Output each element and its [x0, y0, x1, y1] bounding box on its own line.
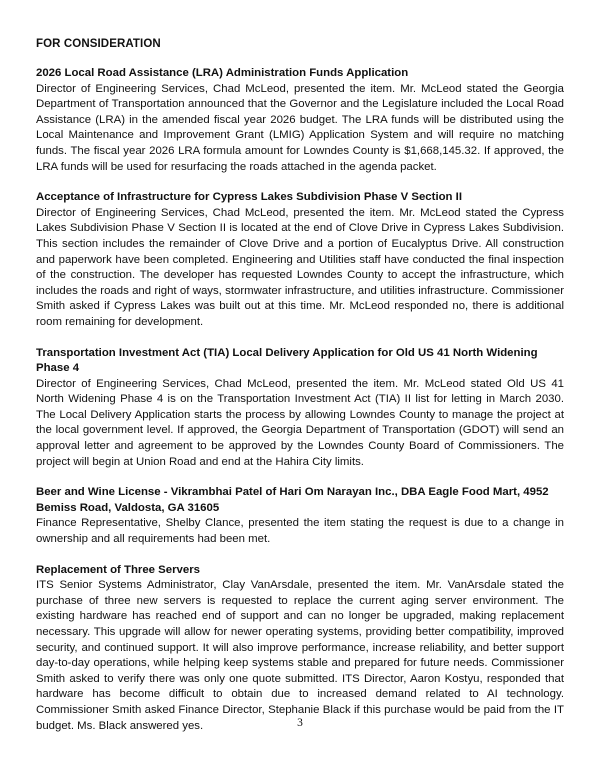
item-title: 2026 Local Road Assistance (LRA) Administration Funds Application: [36, 67, 409, 79]
agenda-item-lra-funds: [36, 66, 564, 175]
agenda-item-tia-application: [36, 346, 564, 471]
agenda-item-cypress-lakes: [36, 190, 564, 330]
item-body: Director of Engineering Services, Chad McLeod, presented the item. Mr. McLeod stated the Cypress Lakes Subdivision Phase V Section II is located at the end of Clove Drive in Cypress Lakes Subdivision. This section includes the remainder of Clove Drive and a portion of Eucalyptus Drive. All construction and paperwork have been completed. Engineering and Utilities staff have conducted the final inspection of the construction. The developer has requested Lowndes County to accept the infrastructure, which includes the roads and right of ways, stormwater infrastructure, and utilities infrastructure. Commissioner Smith asked if Cypress Lakes was built out at this time. Mr. McLeod responded no, there is additional room remaining for development.: [36, 206, 564, 328]
section-heading: FOR CONSIDERATION: [36, 38, 161, 50]
item-title: Transportation Investment Act (TIA) Local Delivery Application for Old US 41 North Widening Phase 4: [36, 346, 538, 375]
item-body: Finance Representative, Shelby Clance, presented the item stating the request is due to a change in ownership and all requirements had been met.: [36, 517, 564, 546]
agenda-item-server-replacement: [36, 563, 564, 735]
page-number: 3: [297, 717, 303, 729]
item-title: Acceptance of Infrastructure for Cypress Lakes Subdivision Phase V Section II: [36, 191, 463, 204]
item-title: Beer and Wine License - Vikrambhai Patel of Hari Om Narayan Inc., DBA Eagle Food Mart, 4952 Bemiss Road, Valdosta, GA 31605: [36, 486, 549, 514]
item-body: ITS Senior Systems Administrator, Clay VanArsdale, presented the item. Mr. VanArsdale stated the purchase of three new servers is requested to replace the current aging server environment. The existing hardware has reached end of support and can no longer be upgraded, making replacement necessary. This upgrade will allow for newer operating systems, providing better compatibility, improved security, and continued support. It will also improve performance, increase reliability, and better support day-to-day operations, while helping keep systems stable and prepared for future needs. Commissioner Smith asked to verify there was only one quote submitted. ITS Director, Aaron Kostyu, responded that hardware has become difficult to obtain due to increased demand related to AI technology. Commissioner Smith asked Finance Director, Stephanie Black if this purchase would be paid from the IT budget. Ms. Black answered yes.: [36, 579, 564, 732]
item-body: Director of Engineering Services, Chad McLeod, presented the item. Mr. McLeod stated Old US 41 North Widening Phase 4 is on the Transportation Investment Act (TIA) II list for letting in March 2030. The Local Delivery Application starts the process by allowing Lowndes County to manage the project at the local government level. If approved, the Georgia Department of Transportation (GDOT) will send an approval letter and agreement to be approved by the Lowndes County Board of Commissioners. The project will begin at Union Road and end at the Hahira City limits.: [36, 377, 564, 468]
agenda-item-beer-wine-license: [36, 485, 564, 547]
document-page: [36, 36, 564, 749]
item-body: Director of Engineering Services, Chad McLeod, presented the item. Mr. McLeod stated the Georgia Department of Transportation announced that the Governor and the Legislature included the Local Road Assistance (LRA) in the amended fiscal year 2026 budget. The LRA funds will be distributed using the Local Maintenance and Improvement Grant (LMIG) Application System and will require no matching funds. The fiscal year 2026 LRA formula amount for Lowndes County is $1,668,145.32. If approved, the LRA funds will be used for resurfacing the roads attached in the agenda packet.: [36, 82, 564, 173]
item-title: Replacement of Three Servers: [36, 563, 200, 576]
